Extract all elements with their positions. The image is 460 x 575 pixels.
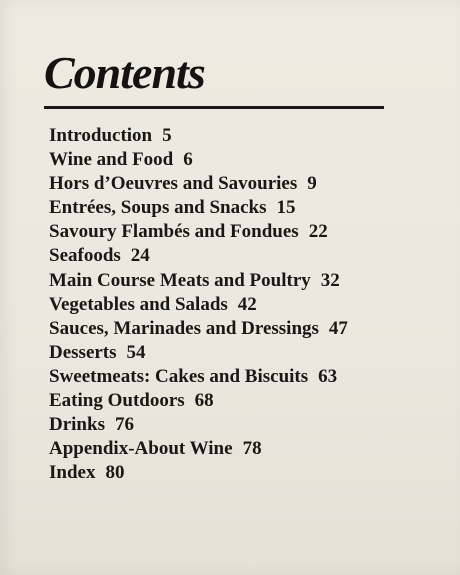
toc-entry-appendix	[49, 437, 348, 461]
toc-entry-label: Introduction	[49, 125, 153, 146]
toc-entry-page: 22	[308, 221, 328, 243]
contents-list	[49, 124, 348, 485]
toc-entry-page: 54	[126, 341, 146, 363]
toc-entry-index	[49, 461, 348, 485]
toc-entry-introduction	[49, 124, 348, 148]
toc-entry-label: Appendix-About Wine	[49, 438, 233, 460]
toc-entry-label: Eating Outdoors	[49, 390, 185, 412]
toc-entry-page: 63	[318, 365, 338, 387]
toc-entry-page: 9	[307, 173, 317, 195]
title-rule	[44, 106, 384, 109]
page-title: Contents	[44, 47, 205, 98]
toc-entry-page: 78	[242, 438, 262, 460]
toc-entry-label: Hors d’Oeuvres and Savouries	[49, 173, 298, 195]
toc-entry-page: 80	[105, 462, 125, 484]
toc-entry-hors-doeuvres	[49, 172, 348, 196]
toc-entry-label: Index	[49, 462, 96, 484]
toc-entry-label: Main Course Meats and Poultry	[49, 269, 311, 291]
toc-entry-eating-outdoors	[49, 389, 348, 413]
toc-entry-main-course	[49, 269, 348, 293]
toc-entry-label: Vegetables and Salads	[49, 293, 228, 315]
toc-entry-page: 5	[162, 125, 172, 146]
toc-entry-label: Entrées, Soups and Snacks	[49, 197, 267, 219]
toc-entry-label: Sauces, Marinades and Dressings	[49, 317, 319, 339]
toc-entry-desserts	[49, 341, 348, 365]
toc-entry-label: Sweetmeats: Cakes and Biscuits	[49, 365, 309, 387]
toc-entry-seafoods	[49, 244, 348, 268]
toc-entry-drinks	[49, 413, 348, 437]
toc-entry-page: 76	[114, 414, 134, 436]
toc-entry-label: Desserts	[49, 341, 117, 363]
toc-entry-page: 32	[320, 269, 340, 291]
toc-entry-label: Savoury Flambés and Fondues	[49, 221, 299, 243]
toc-entry-flambes	[49, 220, 348, 244]
toc-entry-page: 68	[194, 390, 214, 412]
toc-entry-page: 15	[276, 197, 296, 219]
toc-entry-vegetables	[49, 293, 348, 317]
toc-entry-sweetmeats	[49, 365, 348, 389]
toc-entry-label: Seafoods	[49, 245, 121, 267]
toc-entry-page: 47	[328, 317, 348, 339]
toc-entry-page: 24	[130, 245, 150, 267]
toc-entry-entrees	[49, 196, 348, 220]
toc-entry-label: Wine and Food	[49, 149, 174, 171]
toc-entry-page: 42	[237, 293, 257, 315]
toc-entry-page: 6	[183, 149, 193, 171]
toc-entry-wine-and-food	[49, 148, 348, 172]
toc-entry-sauces	[49, 317, 348, 341]
toc-entry-label: Drinks	[49, 414, 105, 436]
